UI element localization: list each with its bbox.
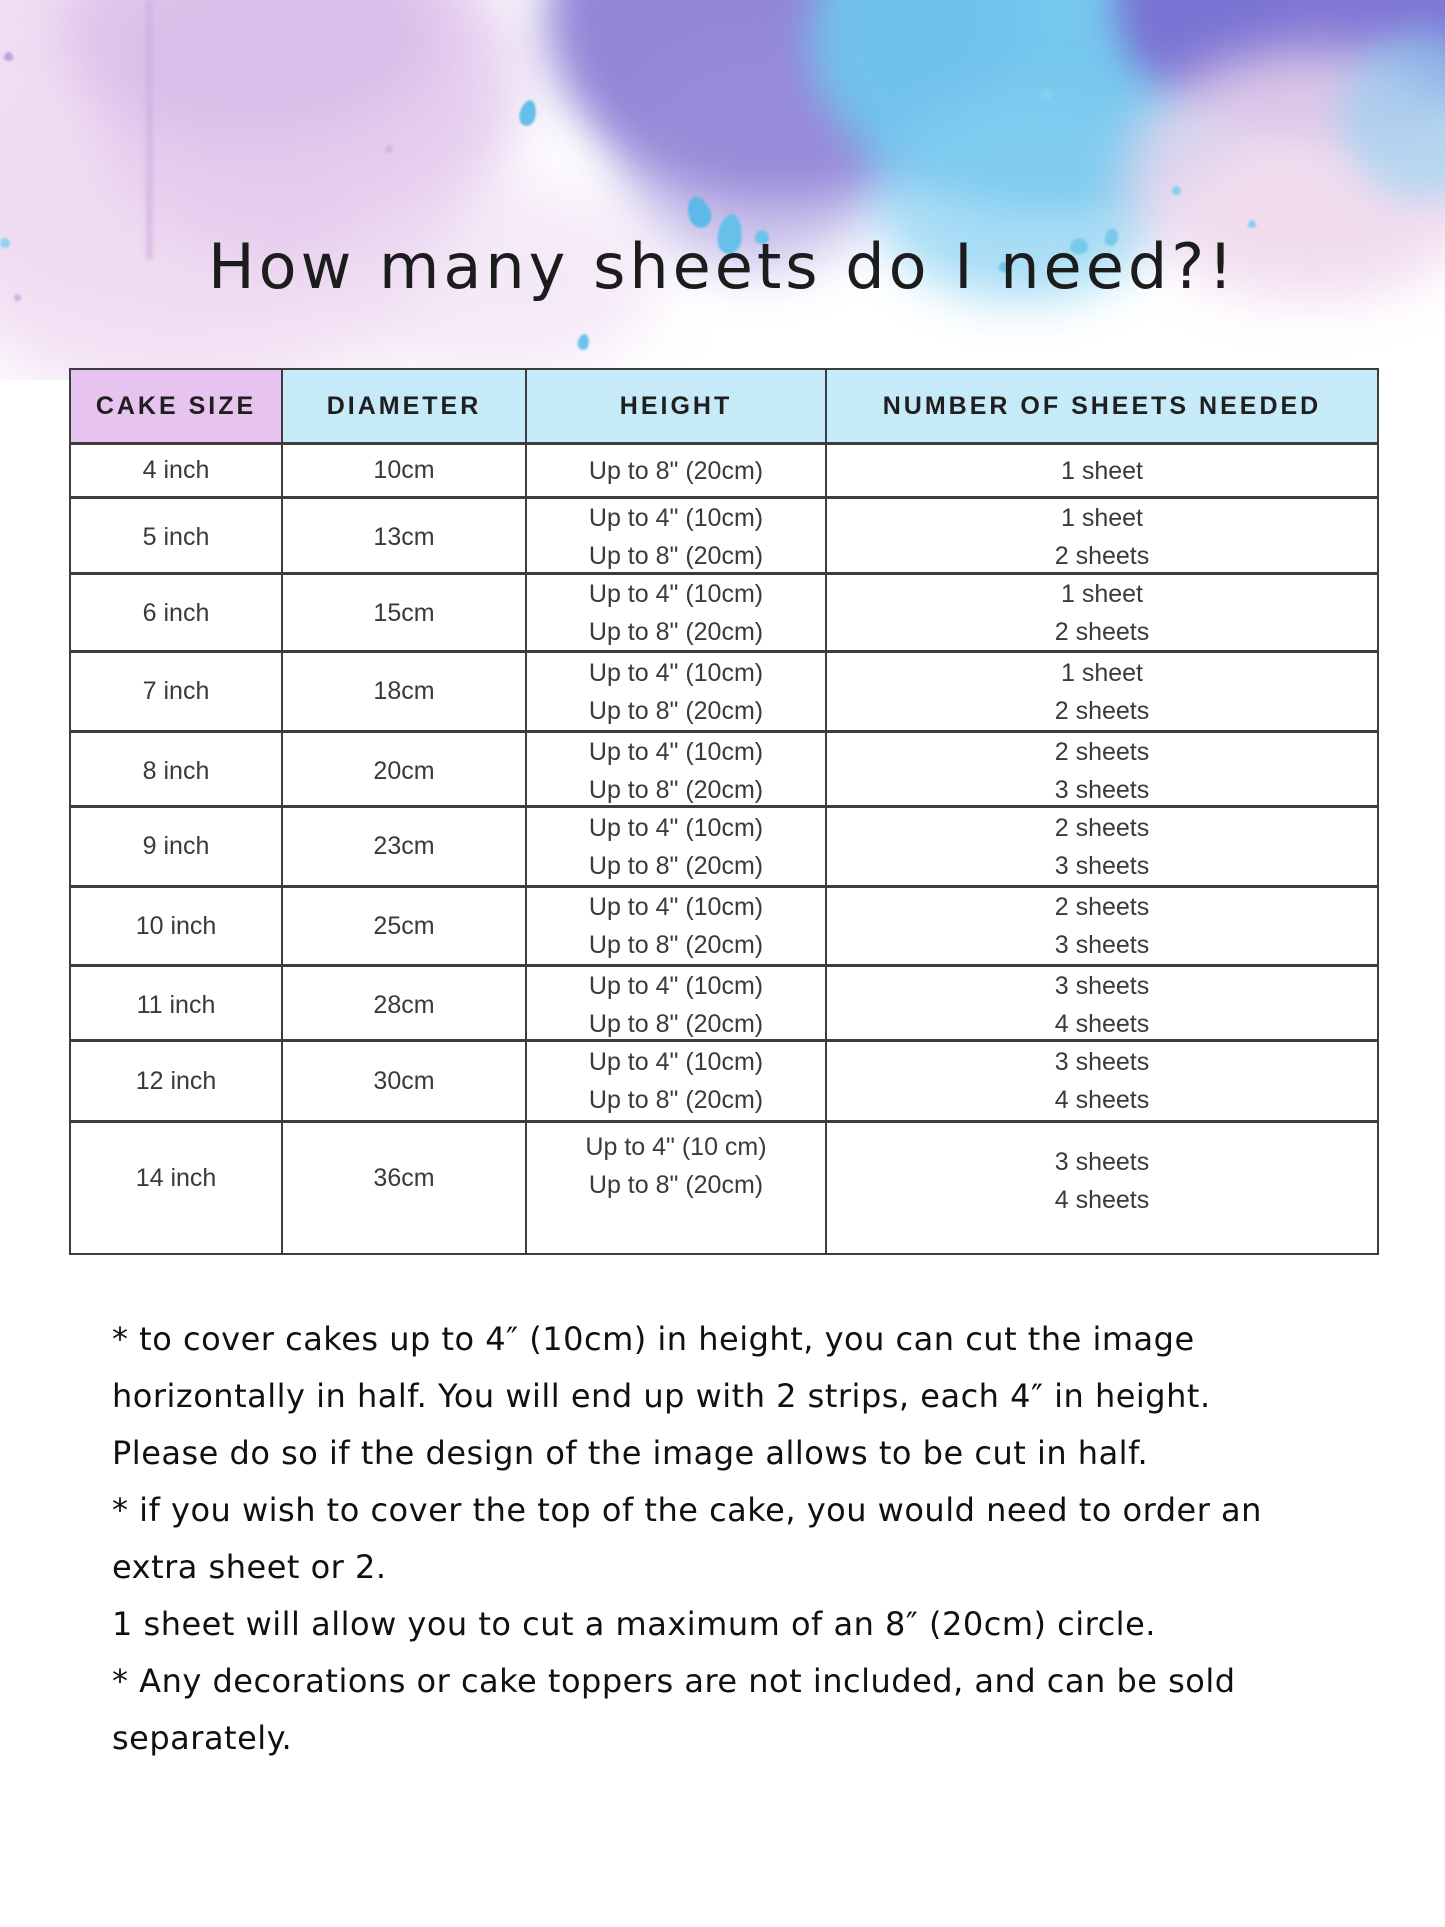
note-line: horizontally in half. You will end up with 2 strips, each 4″ in height. <box>112 1377 1211 1415</box>
cell-height <box>527 888 827 964</box>
watercolor-droplet <box>1040 88 1052 100</box>
sheets-line: 3 sheets <box>1054 851 1150 880</box>
cell-sheets-needed <box>827 1123 1377 1253</box>
cell-height <box>527 653 827 730</box>
cell-cake-size: 12 inch <box>71 1042 283 1120</box>
sheets-line: 1 sheet <box>1060 504 1143 532</box>
table-row-9-inch <box>71 805 1377 885</box>
cell-cake-size: 6 inch <box>71 575 283 651</box>
height-line: Up to 4" (10cm) <box>588 580 764 608</box>
height-line: Up to 4" (10cm) <box>588 504 764 532</box>
cell-height <box>527 1042 827 1120</box>
sheets-line: 2 sheets <box>1054 893 1150 921</box>
cell-height <box>527 733 827 809</box>
column-header-cake-size: CAKE SIZE <box>71 370 283 442</box>
cell-sheets-needed <box>827 575 1377 651</box>
cell-height <box>527 575 827 651</box>
height-line: Up to 4" (10cm) <box>588 1048 764 1076</box>
cell-sheets-needed <box>827 733 1377 809</box>
sheets-line: 3 sheets <box>1054 972 1150 1000</box>
table-row-8-inch <box>71 730 1377 805</box>
table-row-7-inch <box>71 650 1377 730</box>
sheets-line: 1 sheet <box>1060 456 1143 485</box>
column-header-number-of-sheets-needed: NUMBER OF SHEETS NEEDED <box>827 370 1377 442</box>
column-header-height: HEIGHT <box>527 370 827 442</box>
cell-diameter: 36cm <box>283 1123 527 1253</box>
sheets-line: 4 sheets <box>1054 1086 1150 1114</box>
height-line: Up to 8" (20cm) <box>588 851 764 880</box>
table-body <box>71 442 1377 1253</box>
sheets-line: 2 sheets <box>1054 696 1150 725</box>
sheets-line: 4 sheets <box>1054 1010 1150 1038</box>
sheets-line: 1 sheet <box>1060 580 1143 608</box>
column-header-diameter: DIAMETER <box>283 370 527 442</box>
watercolor-droplet <box>1068 190 1079 201</box>
sheets-line: 2 sheets <box>1054 618 1150 646</box>
cell-diameter: 10cm <box>283 445 527 496</box>
note-line: * to cover cakes up to 4″ (10cm) in height, you can cut the image <box>112 1320 1195 1358</box>
note-line: separately. <box>112 1719 293 1757</box>
note-line: * Any decorations or cake toppers are not included, and can be sold <box>112 1662 1236 1700</box>
sheets-line: 4 sheets <box>1054 1186 1150 1214</box>
cell-diameter: 30cm <box>283 1042 527 1120</box>
watercolor-streak <box>146 0 153 260</box>
sheets-line: 3 sheets <box>1054 1048 1150 1076</box>
notes <box>112 1311 1262 1767</box>
note-line: 1 sheet will allow you to cut a maximum of an 8″ (20cm) circle. <box>112 1605 1156 1643</box>
height-line: Up to 8" (20cm) <box>588 1086 764 1114</box>
cell-height <box>527 499 827 575</box>
cell-sheets-needed <box>827 499 1377 575</box>
sheets-line: 3 sheets <box>1054 1148 1150 1176</box>
cell-height <box>527 1123 827 1253</box>
table-row-10-inch <box>71 885 1377 964</box>
height-line: Up to 8" (20cm) <box>588 931 764 959</box>
cell-cake-size: 14 inch <box>71 1123 283 1253</box>
watercolor-splash <box>0 0 1445 380</box>
cell-sheets-needed <box>827 1042 1377 1120</box>
watercolor-droplet <box>1248 220 1256 228</box>
watercolor-droplet <box>385 145 393 153</box>
note-line: Please do so if the design of the image allows to be cut in half. <box>112 1434 1149 1472</box>
height-line: Up to 4" (10cm) <box>588 893 764 921</box>
table-row-11-inch <box>71 964 1377 1039</box>
height-line: Up to 4" (10cm) <box>588 658 764 687</box>
sheets-table <box>69 368 1379 1255</box>
cell-cake-size: 7 inch <box>71 653 283 730</box>
table-row-4-inch <box>71 442 1377 496</box>
sheets-line: 2 sheets <box>1054 813 1150 842</box>
note-line: * if you wish to cover the top of the cake, you would need to order an <box>112 1491 1262 1529</box>
cell-cake-size: 10 inch <box>71 888 283 964</box>
cell-cake-size: 8 inch <box>71 733 283 809</box>
watercolor-droplet <box>1172 186 1181 195</box>
watercolor-droplet <box>4 52 13 61</box>
cell-sheets-needed <box>827 888 1377 964</box>
sheets-line: 3 sheets <box>1054 776 1150 804</box>
height-line: Up to 4" (10cm) <box>588 972 764 1000</box>
sheets-line: 1 sheet <box>1060 658 1143 687</box>
cell-cake-size: 9 inch <box>71 808 283 885</box>
note-line: extra sheet or 2. <box>112 1548 387 1586</box>
table-header-row <box>71 370 1377 442</box>
height-line: Up to 8" (20cm) <box>588 618 764 646</box>
height-line: Up to 4" (10cm) <box>588 738 764 766</box>
height-line: Up to 4" (10 cm) <box>585 1133 767 1161</box>
cell-diameter: 25cm <box>283 888 527 964</box>
cell-sheets-needed <box>827 967 1377 1043</box>
cell-cake-size: 5 inch <box>71 499 283 575</box>
sheets-line: 2 sheets <box>1054 542 1150 570</box>
height-line: Up to 8" (20cm) <box>588 776 764 804</box>
cell-sheets-needed <box>827 808 1377 885</box>
cell-diameter: 15cm <box>283 575 527 651</box>
cell-height <box>527 967 827 1043</box>
cell-sheets-needed <box>827 445 1377 496</box>
table-row-5-inch <box>71 496 1377 572</box>
table-row-12-inch <box>71 1039 1377 1120</box>
height-line: Up to 8" (20cm) <box>588 696 764 725</box>
page-title: How many sheets do I need?! <box>208 230 1237 303</box>
table-row-14-inch <box>71 1120 1377 1253</box>
height-line: Up to 8" (20cm) <box>588 542 764 570</box>
cell-cake-size: 4 inch <box>71 445 283 496</box>
height-line: Up to 8" (20cm) <box>588 1171 764 1199</box>
cell-height <box>527 445 827 496</box>
cell-diameter: 18cm <box>283 653 527 730</box>
cell-diameter: 23cm <box>283 808 527 885</box>
height-line: Up to 8" (20cm) <box>588 1010 764 1038</box>
cell-diameter: 13cm <box>283 499 527 575</box>
table-row-6-inch <box>71 572 1377 650</box>
cell-diameter: 20cm <box>283 733 527 809</box>
cell-diameter: 28cm <box>283 967 527 1043</box>
sheets-line: 3 sheets <box>1054 931 1150 959</box>
cell-height <box>527 808 827 885</box>
cell-cake-size: 11 inch <box>71 967 283 1043</box>
cell-sheets-needed <box>827 653 1377 730</box>
height-line: Up to 8" (20cm) <box>588 456 764 485</box>
height-line: Up to 4" (10cm) <box>588 813 764 842</box>
sheets-line: 2 sheets <box>1054 738 1150 766</box>
